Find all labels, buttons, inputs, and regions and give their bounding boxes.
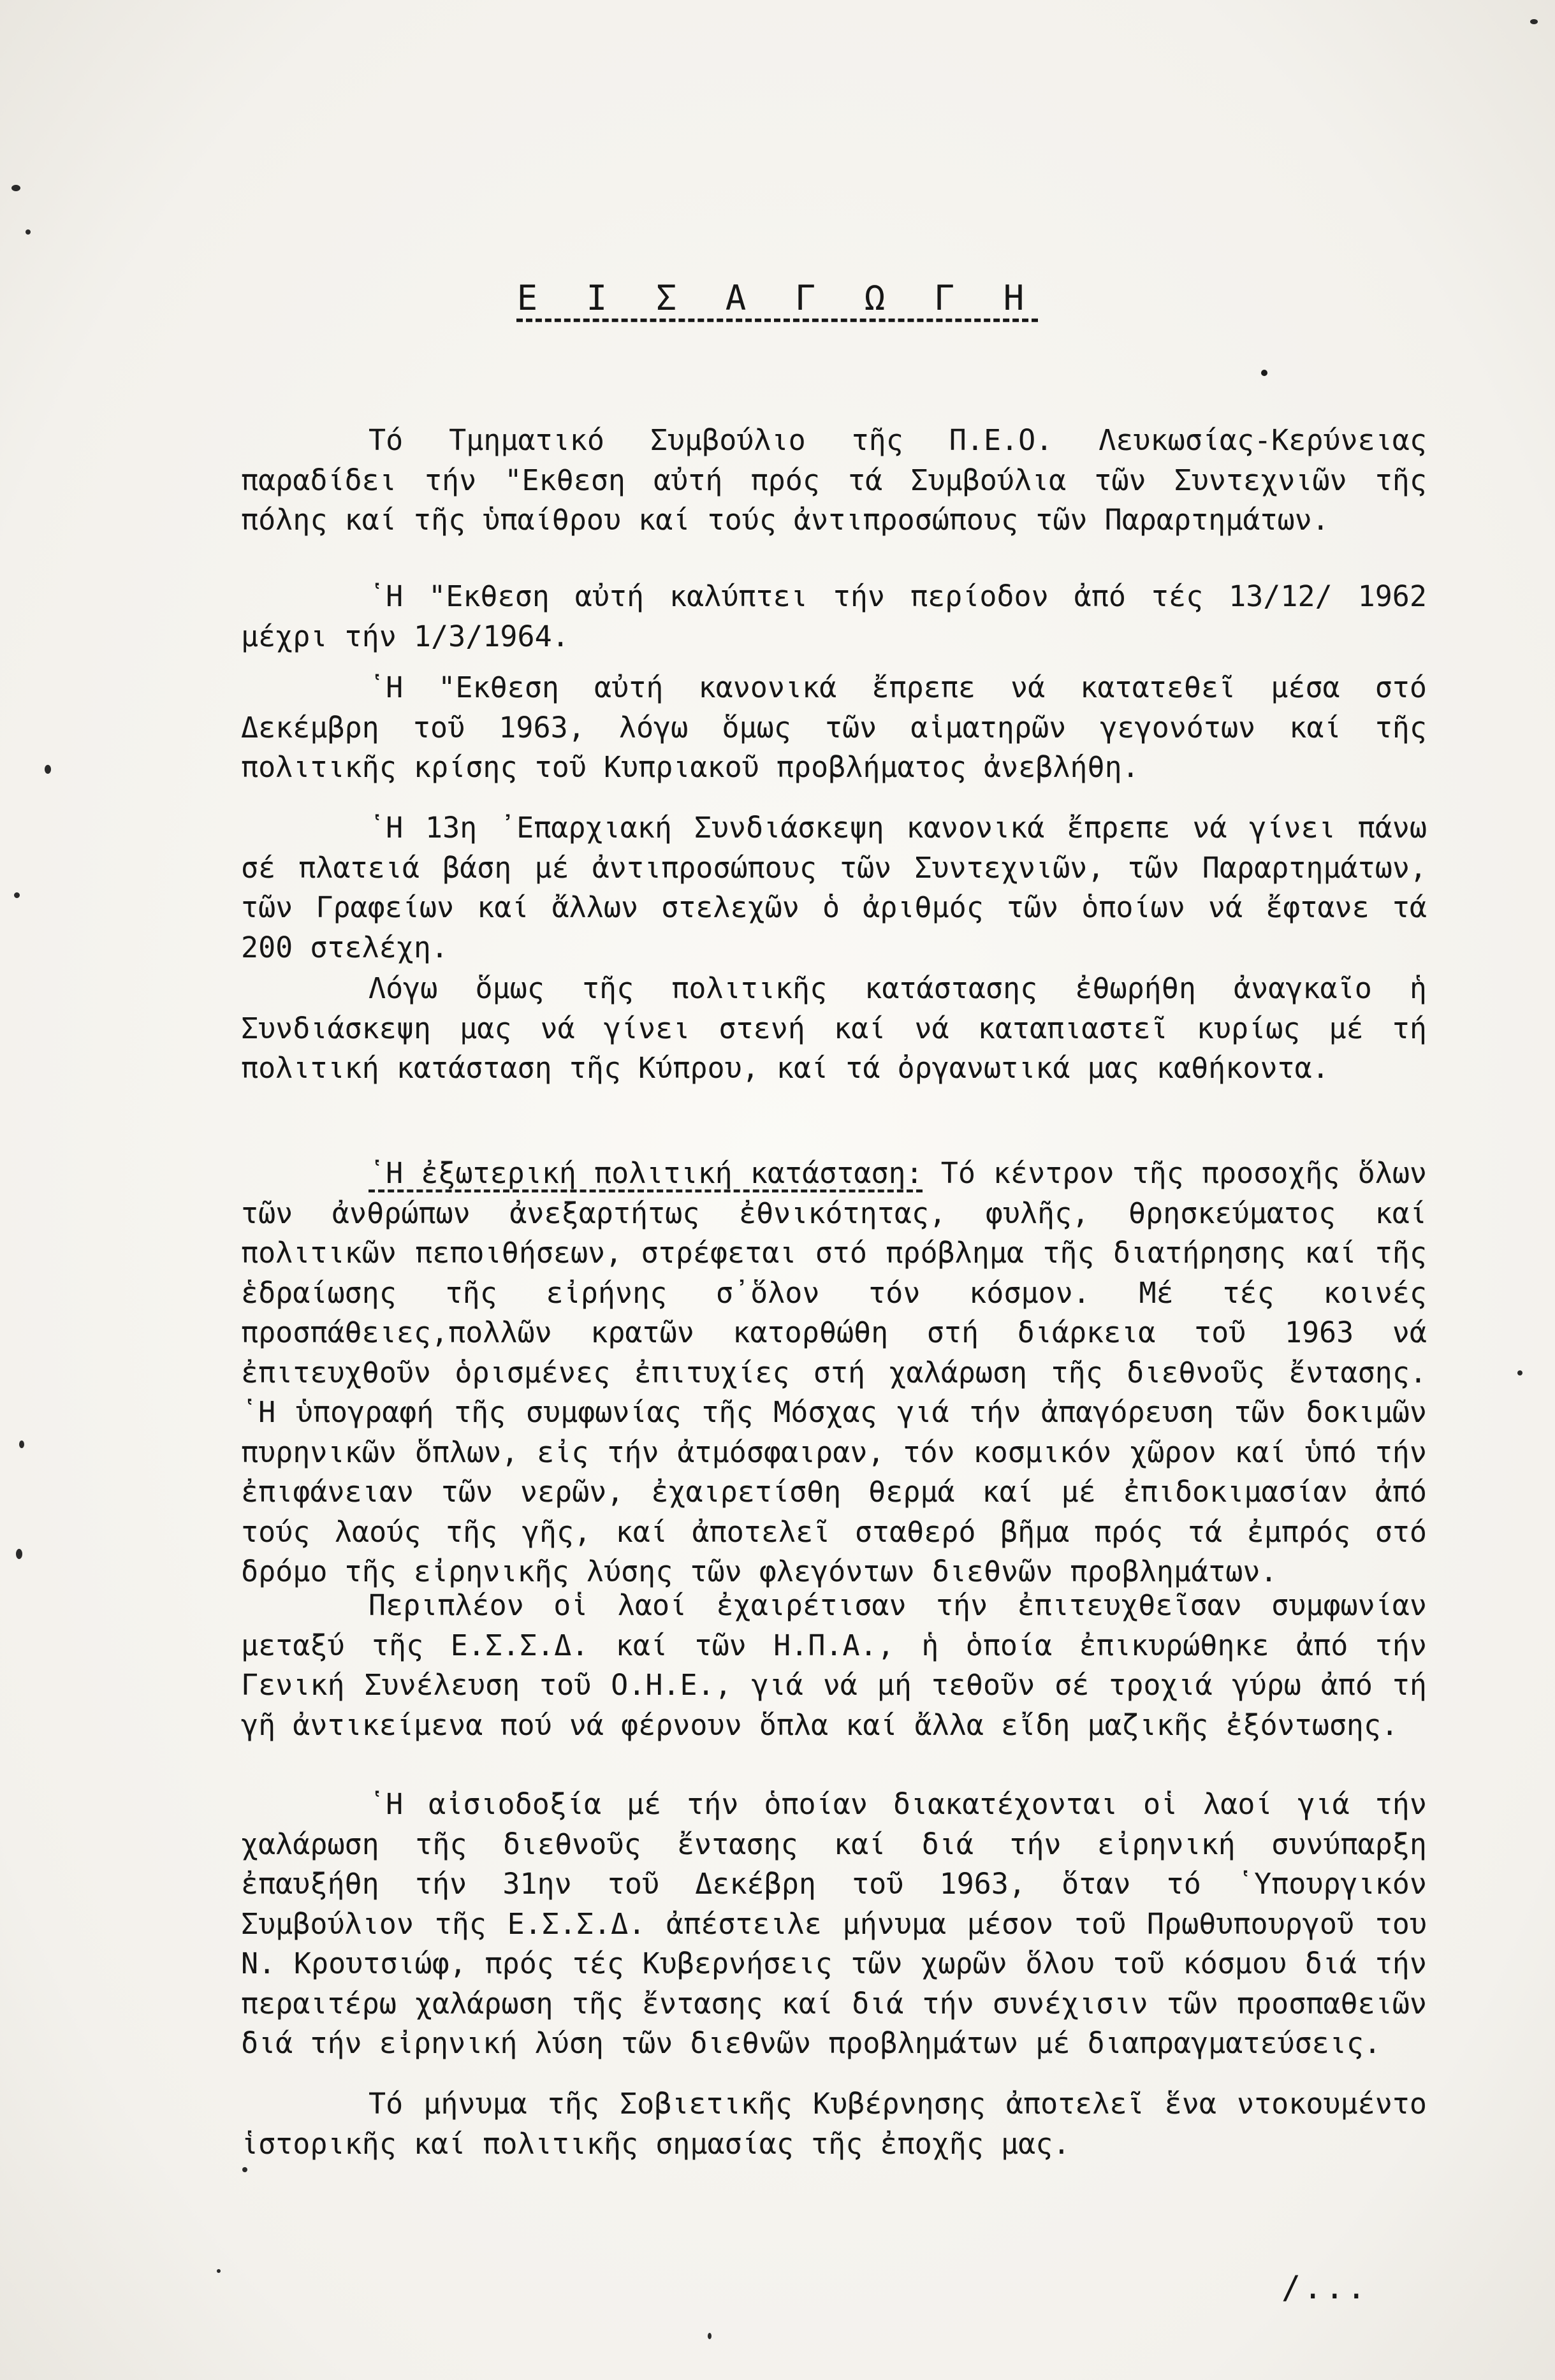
paragraph-intro: Τό Τμηματικό Συμβούλιο τῆς Π.Ε.Ο. Λευκωσίας-Κερύνειας παραδίδει τήν "Εκθεση αὐτή πρός τά Συμβούλια τῶν Συντεχνιῶν τῆς πόλης καί τῆς ὑπαίθρου καί τούς ἀντιπροσώπους τῶν Παραρτημάτων. [241,423,1427,537]
page-continuation-mark: /... [1281,2269,1369,2306]
scan-speck [11,185,20,191]
ink-dot [1261,370,1267,376]
scan-speck [26,229,31,235]
section-external-politics [241,1154,1427,1592]
scan-speck [1517,1370,1522,1375]
section-paragraph-1: Τό κέντρον τῆς προσοχῆς ὅλων τῶν ἀνθρώπων ἀνεξαρτήτως ἐθνικότητας, φυλῆς, θρησκεύματος καί πολιτικῶν πεποιθήσεων, στρέφεται στό πρόβλημα τῆς διατήρησης καί τῆς ἑδραίωσης τῆς εἰρήνης σ᾿ὅλον τόν κόσμον. Μέ τές κοινές προσπάθειες,πολλῶν κρατῶν κατορθώθη στή διάρκεια τοῦ 1963 νά ἐπιτευχθοῦν ὁρισμένες ἐπιτυχίες στή χαλάρωση τῆς διεθνοῦς ἔντασης. ῾Η ὑπογραφή τῆς συμφωνίας τῆς Μόσχας γιά τήν ἀπαγόρευση τῶν δοκιμῶν πυρηνικῶν ὅπλων, εἰς τήν ἀτμόσφαιραν, τόν κοσμικόν χῶρον καί ὑπό τήν ἐπιφάνειαν τῶν νερῶν, ἐχαιρετίσθη θερμά καί μέ ἐπιδοκιμασίαν ἀπό τούς λαούς τῆς γῆς, καί ἀποτελεῖ σταθερό βῆμα πρός τά ἐμπρός στό δρόμο τῆς εἰρηνικῆς λύσης τῶν φλεγόντων διεθνῶν προβλημάτων. [241,1156,1427,1588]
scan-speck [217,2269,221,2273]
scan-speck [708,2333,712,2339]
paragraph-delay: ῾Η "Εκθεση αὐτή κανονικά ἔπρεπε νά κατατεθεῖ μέσα στό Δεκέμβρη τοῦ 1963, λόγω ὅμως τῶν αἱματηρῶν γεγονότων καί τῆς πολιτικῆς κρίσης τοῦ Κυπριακοῦ προβλήματος ἀνεβλήθη. [241,671,1427,784]
paragraph-conference: ῾Η 13η ᾿Επαρχιακή Συνδιάσκεψη κανονικά ἔπρεπε νά γίνει πάνω σέ πλατειά βάση μέ ἀντιπροσώπους τῶν Συντεχνιῶν, τῶν Παραρτημάτων, τῶν Γραφείων καί ἄλλων στελεχῶν ὁ ἀριθμός τῶν ὁποίων νά ἔφτανε τά 200 στελέχη. [241,811,1427,964]
scan-speck [14,892,20,898]
paragraph-message: Τό μήνυμα τῆς Σοβιετικῆς Κυβέρνησης ἀποτελεῖ ἕνα ντοκουμέντο ἱστορικῆς καί πολιτικῆς σημασίας τῆς ἐποχῆς μας. [241,2087,1427,2161]
paragraph-period: ῾Η "Εκθεση αὐτή καλύπτει τήν περίοδον ἀπό τές 13/12/ 1962 μέχρι τήν 1/3/1964. [241,579,1427,653]
scan-speck [1530,19,1538,24]
section-heading: ῾Η ἐξωτερική πολιτική κατάσταση: [369,1156,923,1190]
scan-speck [16,1549,22,1559]
paragraph-political-situation: Λόγω ὅμως τῆς πολιτικῆς κατάστασης ἐθωρήθη ἀναγκαῖο ἡ Συνδιάσκεψη μας νά γίνει στενή καί νά καταπιαστεῖ κυρίως μέ τή πολιτική κατάσταση τῆς Κύπρου, καί τά ὀργανωτικά μας καθήκοντα. [241,971,1427,1085]
scan-speck [242,2167,247,2172]
scan-speck [45,765,51,774]
paragraph-optimism: ῾Η αἰσιοδοξία μέ τήν ὁποίαν διακατέχονται οἱ λαοί γιά τήν χαλάρωση τῆς διεθνοῦς ἔντασης καί διά τήν εἰρηνική συνύπαρξη ἐπαυξήθη τήν 31ην τοῦ Δεκέβρη τοῦ 1963, ὅταν τό ῾Υπουργικόν Συμβούλιον τῆς Ε.Σ.Σ.Δ. ἀπέστειλε μήνυμα μέσον τοῦ Πρωθυπουργοῦ του Ν. Κρουτσιώφ, πρός τές Κυβερνήσεις τῶν χωρῶν ὅλου τοῦ κόσμου διά τήν περαιτέρω χαλάρωση τῆς ἔντασης καί διά τήν συνέχισιν τῶν προσπαθειῶν διά τήν εἰρηνική λύση τῶν διεθνῶν προβλημάτων μέ διαπραγματεύσεις. [241,1787,1427,2060]
scan-speck [19,1440,24,1448]
page-title: Ε Ι Σ Α Γ Ω Γ Η [516,278,1039,318]
paragraph-agreement: Περιπλέον οἱ λαοί ἐχαιρέτισαν τήν ἐπιτευχθεῖσαν συμφωνίαν μεταξύ τῆς Ε.Σ.Σ.Δ. καί τῶν Η.Π.Α., ἡ ὁποία ἐπικυρώθηκε ἀπό τήν Γενική Συνέλευση τοῦ Ο.Η.Ε., γιά νά μή τεθοῦν σέ τροχιά γύρω ἀπό τή γῆ ἀντικείμενα πού νά φέρνουν ὅπλα καί ἄλλα εἴδη μαζικῆς ἐξόντωσης. [241,1588,1427,1742]
